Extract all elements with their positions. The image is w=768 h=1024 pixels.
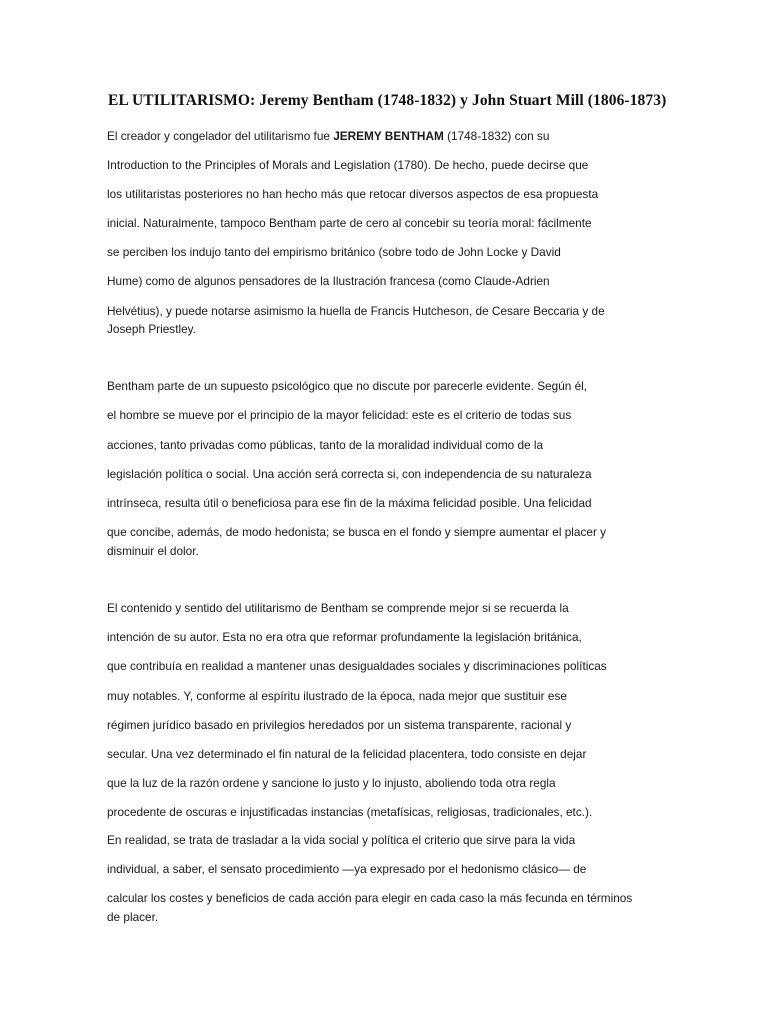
paragraph-1-line-1 [107,128,549,144]
text-segment: El creador y congelador del utilitarismo fue [107,129,334,143]
paragraph-1-line-6: Hume) como de algunos pensadores de la Ilustración francesa (como Claude-Adrien [107,274,550,288]
paragraph-2-line-2: el hombre se mueve por el principio de la mayor felicidad: este es el criterio de todas sus [107,408,572,422]
paragraph-2-line-5: intrínseca, resulta útil o beneficiosa para ese fin de la máxima felicidad posible. Una felicidad [107,496,592,510]
paragraph-3-line-11: calcular los costes y beneficios de cada acción para elegir en cada caso la más fecunda en términos [107,891,633,905]
paragraph-3-line-5: régimen jurídico basado en privilegios heredados por un sistema transparente, racional y [107,718,572,732]
paragraph-2-line-6: que concibe, además, de modo hedonista; se busca en el fondo y siempre aumentar el placer y [107,525,607,539]
paragraph-3-line-8: procedente de oscuras e injustificadas instancias (metafísicas, religiosas, tradicionales, etc.). [107,805,593,819]
paragraph-3-line-4: muy notables. Y, conforme al espíritu ilustrado de la época, nada mejor que sustituir ese [107,689,567,703]
paragraph-3-line-2: intención de su autor. Esta no era otra que reformar profundamente la legislación británica, [107,630,582,644]
page-title: EL UTILITARISMO: Jeremy Bentham (1748-1832) y John Stuart Mill (1806-1873) [108,92,667,109]
paragraph-2-line-1: Bentham parte de un supuesto psicológico que no discute por parecerle evidente. Según él, [107,379,588,393]
paragraph-3-line-3: que contribuía en realidad a mantener unas desigualdades sociales y discriminaciones políticas [107,659,607,673]
paragraph-1-line-7: Helvétius), y puede notarse asimismo la huella de Francis Hutcheson, de Cesare Beccaria y de [107,304,605,318]
paragraph-1-line-3: los utilitaristas posteriores no han hecho más que retocar diversos aspectos de esa propuesta [107,187,599,201]
paragraph-3-line-1: El contenido y sentido del utilitarismo de Bentham se comprende mejor si se recuerda la [107,601,569,615]
paragraph-2-line-4: legislación política o social. Una acción será correcta si, con independencia de su naturaleza [107,467,592,481]
text-segment: (1748-1832) con su [443,129,550,143]
paragraph-3-line-12: de placer. [107,910,159,924]
paragraph-3-line-6: secular. Una vez determinado el fin natural de la felicidad placentera, todo consiste en dejar [107,747,587,761]
paragraph-3-line-7: que la luz de la razón ordene y sancione lo justo y lo injusto, aboliendo toda otra regla [107,776,556,790]
paragraph-1-line-5: se perciben los indujo tanto del empirismo británico (sobre todo de John Locke y David [107,245,561,259]
paragraph-2-line-3: acciones, tanto privadas como públicas, tanto de la moralidad individual como de la [107,438,544,452]
paragraph-1-line-2: Introduction to the Principles of Morals and Legislation (1780). De hecho, puede decirse que [107,158,589,172]
paragraph-3-line-10: individual, a saber, el sensato procedimiento —ya expresado por el hedonismo clásico— de [107,862,587,876]
author-name-bold: JEREMY BENTHAM [333,129,444,143]
paragraph-1-line-4: inicial. Naturalmente, tampoco Bentham parte de cero al concebir su teoría moral: fácilmente [107,216,592,230]
paragraph-3-line-9: En realidad, se trata de trasladar a la vida social y política el criterio que sirve para la vida [107,833,576,847]
paragraph-2-line-7: disminuir el dolor. [107,544,199,558]
paragraph-1-line-8: Joseph Priestley. [107,322,196,336]
